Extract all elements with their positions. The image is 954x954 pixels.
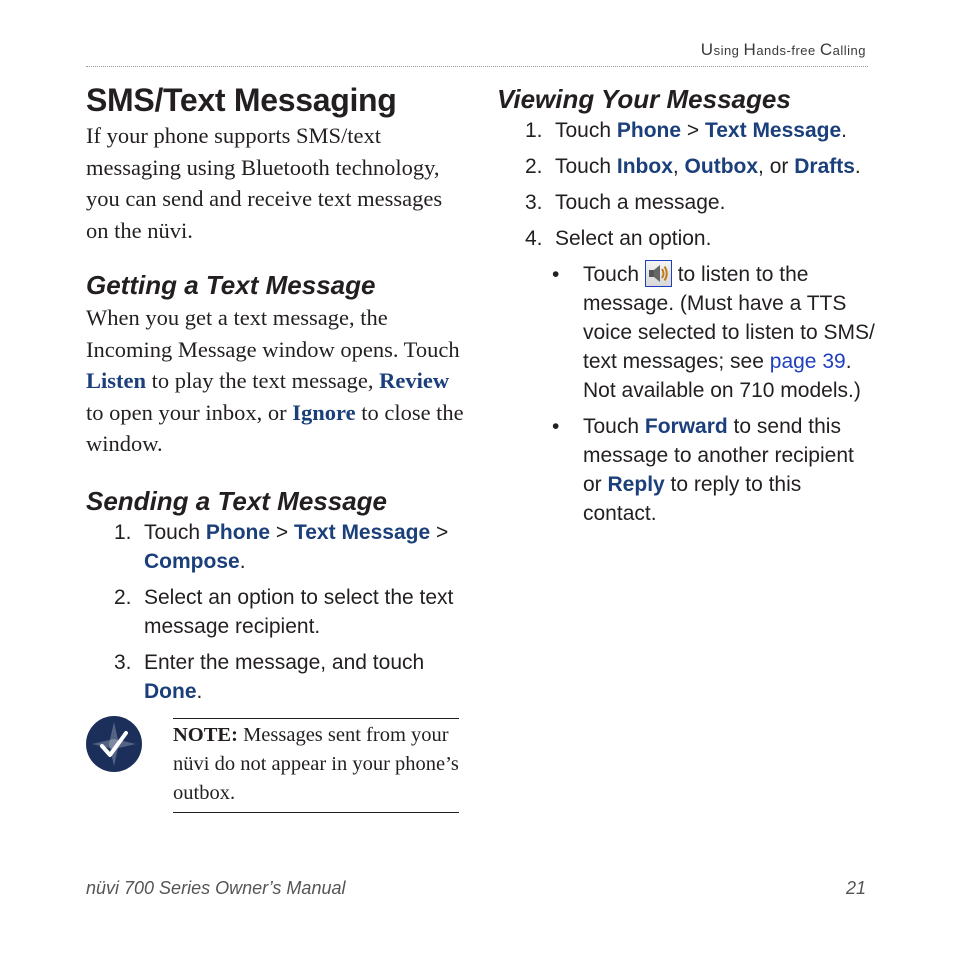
list-item: 2. Touch Inbox, Outbox, or Drafts. bbox=[525, 155, 861, 178]
viewing-heading: Viewing Your Messages bbox=[497, 84, 791, 114]
speaker-icon bbox=[645, 260, 672, 287]
page-title: SMS/Text Messaging bbox=[86, 82, 397, 118]
list-item: • Touch to listen to the message. (Must have a TTS voice selected to listen to SMS/ text messages; see page 39. Not available on 710 models.) bbox=[497, 260, 877, 405]
header-rest-2: ands-free bbox=[756, 43, 820, 58]
header-divider bbox=[86, 66, 868, 67]
review-keyword: Review bbox=[379, 368, 450, 393]
page-39-link[interactable]: page 39 bbox=[769, 350, 846, 373]
header-cap-3: C bbox=[819, 40, 833, 59]
list-item: 2. Select an option to select the text message recipient. bbox=[114, 585, 454, 638]
running-header bbox=[701, 40, 866, 60]
note-text: NOTE: Messages sent from your nüvi do not appear in your phone’s outbox. bbox=[173, 724, 459, 804]
listen-keyword: Listen bbox=[86, 368, 147, 393]
getting-paragraph: When you get a text message, the Incoming Message window opens. Touch Listen to play the text message, Review to open your inbox, or Ignore to close the window. bbox=[86, 305, 464, 456]
sending-steps bbox=[86, 518, 466, 706]
header-cap-2: H bbox=[743, 40, 757, 59]
header-rest-3: alling bbox=[832, 43, 866, 58]
page-number: 21 bbox=[845, 878, 866, 898]
getting-heading: Getting a Text Message bbox=[86, 270, 376, 300]
right-column bbox=[497, 80, 877, 535]
checkmark-note-icon bbox=[86, 716, 142, 772]
viewing-options bbox=[497, 260, 877, 528]
viewing-steps bbox=[497, 116, 877, 253]
intro-paragraph: If your phone supports SMS/text messaging using Bluetooth technology, you can send and receive text messages on the nüvi. bbox=[86, 123, 443, 243]
header-cap-1: U bbox=[700, 40, 714, 59]
list-item: 1. Touch Phone > Text Message. bbox=[525, 119, 847, 142]
sending-heading: Sending a Text Message bbox=[86, 485, 388, 516]
footer-manual-title: nüvi 700 Series Owner’s Manual bbox=[86, 878, 346, 898]
header-rest-1: sing bbox=[713, 43, 744, 58]
list-item: • Touch Forward to send this message to another recipient or Reply to reply to this contact. bbox=[552, 415, 854, 525]
list-item: 1. Touch Phone > Text Message > Compose. bbox=[114, 520, 449, 573]
note-box bbox=[173, 718, 459, 813]
list-item: 3. Enter the message, and touch Done. bbox=[114, 650, 425, 703]
ignore-keyword: Ignore bbox=[292, 399, 356, 425]
list-item: 4. Select an option. bbox=[525, 227, 712, 250]
list-item: 3. Touch a message. bbox=[525, 191, 726, 214]
left-column bbox=[86, 80, 466, 713]
